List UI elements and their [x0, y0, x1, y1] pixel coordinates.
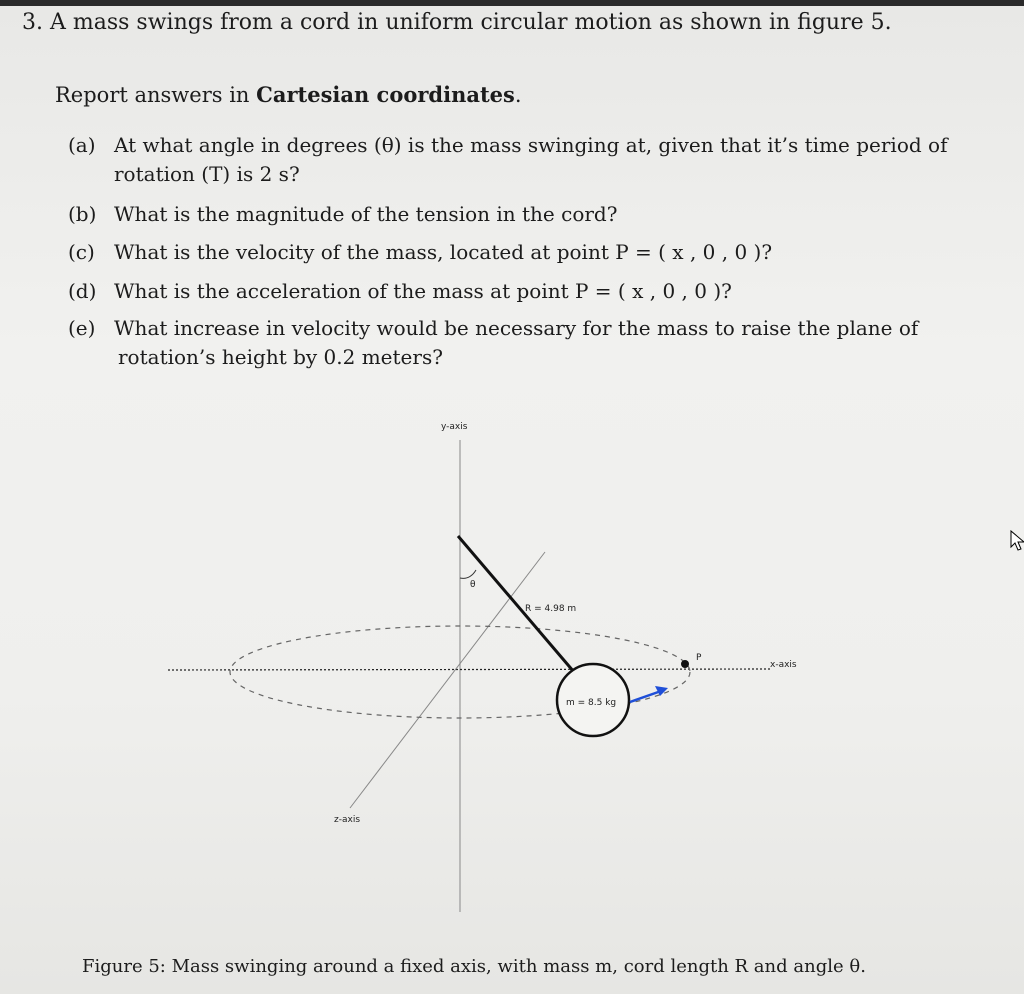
point-p-marker — [681, 660, 689, 668]
z-axis-label: z-axis — [334, 815, 361, 825]
part-e-line2: rotation’s height by 0.2 meters? — [118, 345, 443, 369]
cord-length-label: R = 4.98 m — [525, 604, 577, 614]
part-b-label: (b) — [68, 202, 97, 226]
z-axis-line — [350, 552, 545, 808]
mouse-cursor-icon — [1010, 530, 1024, 552]
velocity-arrowhead — [655, 686, 668, 696]
part-e-label: (e) — [68, 316, 96, 340]
part-d-label: (d) — [68, 279, 97, 303]
mass-label: m = 8.5 kg — [566, 698, 617, 708]
report-bold: Cartesian coordinates — [256, 82, 515, 107]
theta-label: θ — [470, 580, 476, 590]
part-a-line2: rotation (T) is 2 s? — [114, 162, 300, 186]
x-axis-line — [168, 669, 770, 670]
report-prefix: Report answers in — [55, 83, 257, 107]
figure-caption: Figure 5: Mass swinging around a fixed axis, with mass m, cord length R and angle θ. — [82, 956, 866, 977]
part-c-text: What is the velocity of the mass, located at point P = ( x , 0 , 0 )? — [114, 240, 773, 264]
theta-arc — [460, 570, 476, 578]
report-suffix: . — [514, 83, 522, 107]
part-d-text: What is the acceleration of the mass at point P = ( x , 0 , 0 )? — [114, 279, 732, 303]
part-a-label: (a) — [68, 133, 96, 157]
part-a-line1: At what angle in degrees (θ) is the mass swinging at, given that it’s time period of — [114, 133, 948, 157]
part-e-line1: What increase in velocity would be necessary for the mass to raise the plane of — [114, 316, 919, 340]
point-p-label: P — [696, 653, 702, 663]
x-axis-label: x-axis — [770, 660, 797, 670]
question-title: 3. A mass swings from a cord in uniform circular motion as shown in figure 5. — [22, 10, 892, 35]
part-c-label: (c) — [68, 240, 95, 264]
y-axis-label: y-axis — [441, 422, 468, 432]
part-b-text: What is the magnitude of the tension in the cord? — [114, 202, 618, 226]
